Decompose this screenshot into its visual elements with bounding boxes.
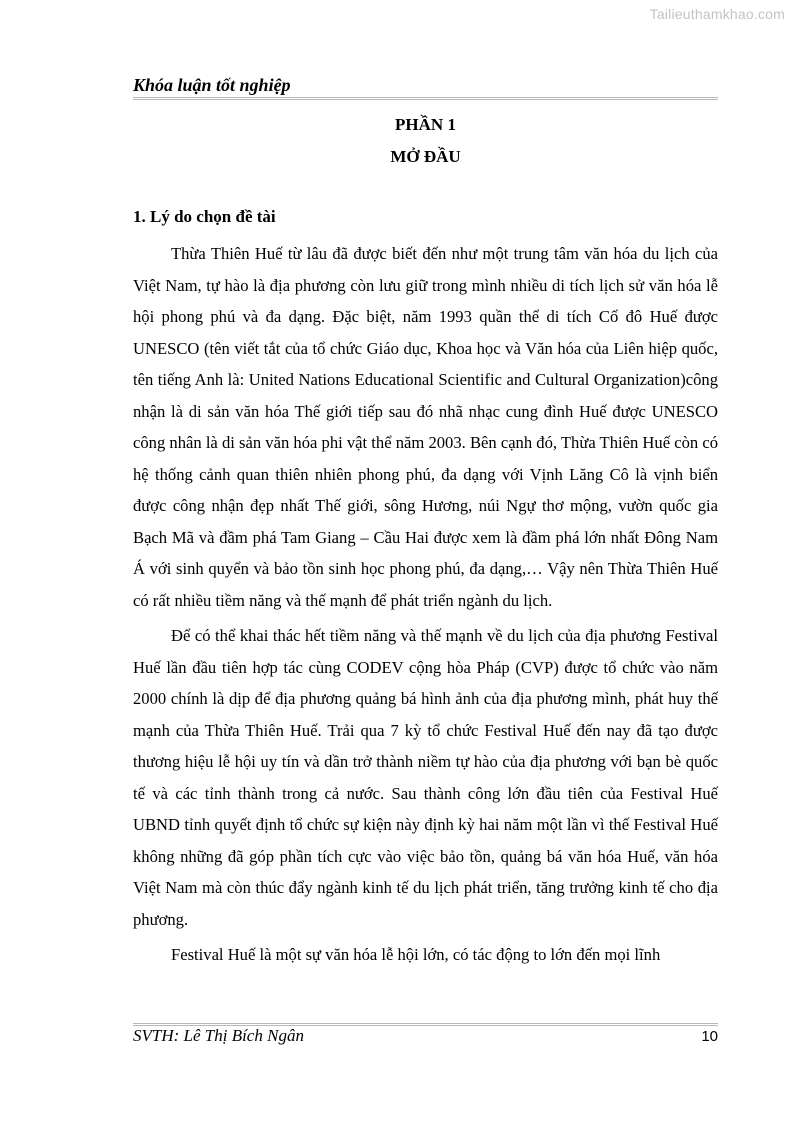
header-rule (133, 97, 718, 100)
paragraph: Festival Huế là một sự văn hóa lễ hội lớn, có tác động to lớn đến mọi lĩnh (171, 945, 661, 964)
page-header (133, 74, 718, 96)
page-footer (133, 1026, 718, 1046)
paragraph: Thừa Thiên Huế từ lâu đã được biết đến như một trung tâm văn hóa du lịch của Việt Nam, tự hào là địa phương còn lưu giữ trong mình nhiều di tích lịch sử văn hóa lễ hội phong phú và đa dạng. Đặc biệt, năm 1993 quần thể di tích Cố đô Huế được UNESCO (tên viết tắt của tổ chức Giáo dục, Khoa học và Văn hóa của Liên hiệp quốc, tên tiếng Anh là: United Nations Educational Scientific and Cultural Organization)công nhận là di sản văn hóa Thế giới tiếp sau đó nhã nhạc cung đình Huế được UNESCO công nhân là di sản văn hóa phi vật thể năm 2003. Bên cạnh đó, Thừa Thiên Huế còn có hệ thống cảnh quan thiên nhiên phong phú, đa dạng với Vịnh Lăng Cô là vịnh biển được công nhận đẹp nhất Thế giới, sông Hương, núi Ngự thơ mộng, vườn quốc gia Bạch Mã và đầm phá Tam Giang – Cầu Hai được xem là đầm phá lớn nhất Đông Nam Á với sinh quyển và bảo tồn sinh học phong phú, đa dạng,… Vậy nên Thừa Thiên Huế có rất nhiều tiềm năng và thế mạnh để phát triển ngành du lịch. (133, 244, 718, 610)
section-heading: 1. Lý do chọn đề tài (133, 207, 276, 226)
page-number: 10 (701, 1028, 718, 1045)
footer-author: SVTH: Lê Thị Bích Ngân (133, 1026, 304, 1045)
watermark: Tailieuthamkhao.com (649, 6, 785, 22)
header-title: Khóa luận tốt nghiệp (133, 75, 291, 95)
part-number: PHẦN 1 (395, 115, 456, 134)
body-text (133, 238, 718, 971)
paragraph: Để có thể khai thác hết tiềm năng và thế mạnh về du lịch của địa phương Festival Huế lần đầu tiên hợp tác cùng CODEV cộng hòa Pháp (CVP) được tổ chức vào năm 2000 chính là dịp để địa phương quảng bá hình ảnh của địa phương mình, phát huy thế mạnh của Thừa Thiên Huế. Trải qua 7 kỳ tổ chức Festival Huế đến nay đã tạo được thương hiệu lễ hội uy tín và dần trở thành niềm tự hào của địa phương với bạn bè quốc tế và các tỉnh thành trong cả nước. Sau thành công lớn đầu tiên của Festival Huế UBND tỉnh quyết định tổ chức sự kiện này định kỳ hai năm một lần vì thế Festival Huế không những đã góp phần tích cực vào việc bảo tồn, quảng bá văn hóa Huế, văn hóa Việt Nam mà còn thúc đẩy ngành kinh tế du lịch phát triển, tăng trưởng kinh tế cho địa phương. (133, 626, 718, 929)
part-title: MỞ ĐẦU (390, 147, 461, 166)
